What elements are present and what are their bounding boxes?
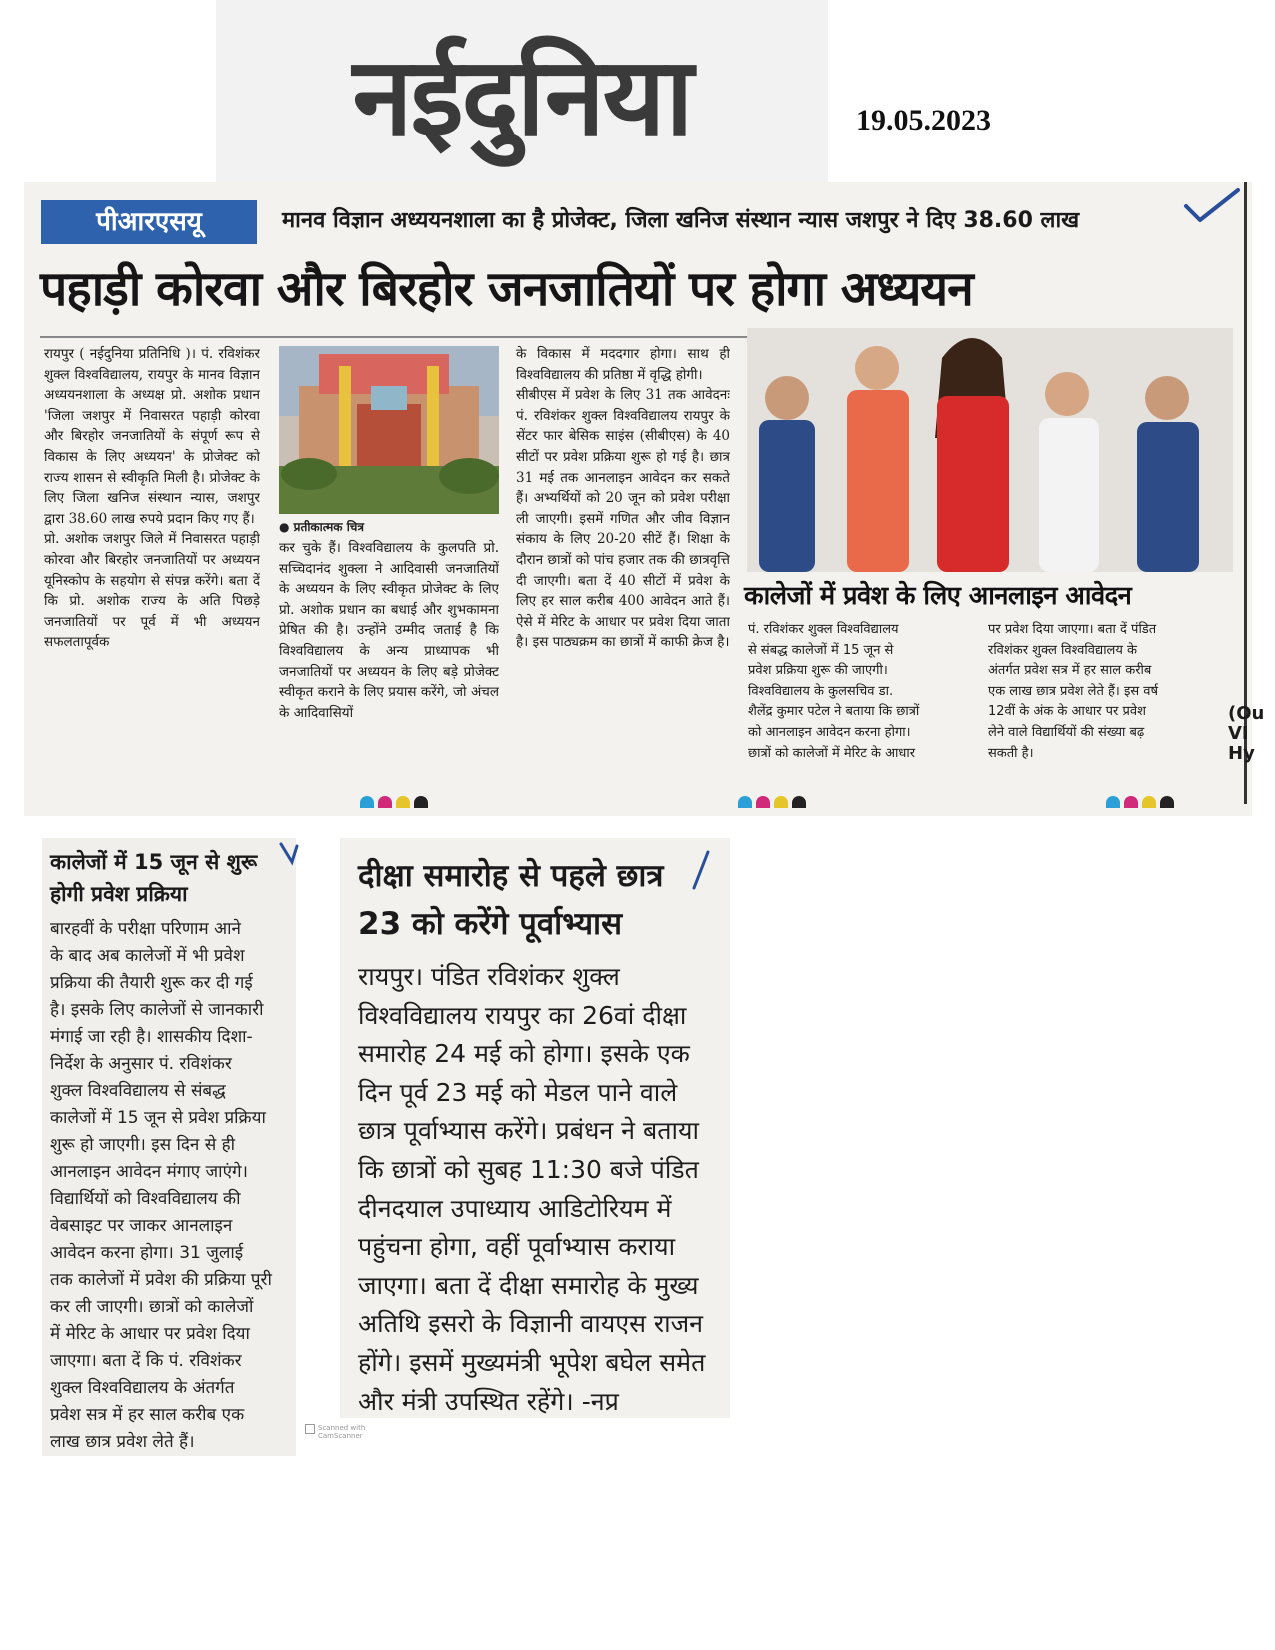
newspaper-logo: नईदुनिया: [352, 35, 692, 160]
online-column-1: पं. रविशंकर शुक्ल विश्वविद्यालय से संबद्ध कालेजों में 15 जून से प्रवेश प्रक्रिया शुरू की जाएगी। विश्वविद्यालय के कुलसचिव डा. शैलेंद्र कुमार पटेल ने बताया कि छात्रों को आनलाइन आवेदन करना होगा। छात्रों को कालेजों में मेरिट के आधार: [748, 622, 920, 761]
print-registration-dots: [738, 796, 828, 808]
masthead-banner: [216, 0, 828, 182]
publication-date: 19.05.2023: [856, 104, 991, 137]
checkmark-icon: [278, 840, 300, 868]
article-column-3: के विकास में मददगार होगा। साथ ही विश्वविद्यालय की प्रतिष्ठा में वृद्धि होगी। सीबीएस में प्रवेश के लिए 31 तक आवेदनः पं. रविशंकर शुक्ल विश्वविद्यालय रायपुर के सेंटर फार बेसिक साइंस (सीबीएस) के 40 सीटों पर प्रवेश प्रक्रिया शुरू हो गई है। छात्र 31 मई तक आनलाइन आवेदन कर सकते हैं। अभ्यर्थियों को 20 जून को प्रवेश परीक्षा ली जाएगी। इसमें गणित और जीव विज्ञान संकाय के लिए 20-20 सीटें हैं। शिक्षा के दौरान छात्रों को पांच हजार तक की छात्रवृत्ति दी जाएगी। बता दें 40 सीटों में प्रवेश के लिए हर साल करीब 400 आवेदन आते हैं। ऐसे में मेरिट के आधार पर प्रवेश दिया जाता है। इस पाठ्यक्रम का छात्रों में काफी क्रेज है।: [516, 346, 730, 651]
article-column-2: कर चुके हैं। विश्वविद्यालय के कुलपति प्रो. सच्चिदानंद शुक्ला ने आदिवासी जनजातियों के अध्ययन के लिए स्वीकृत प्रोजेक्ट के लिए प्रो. अशोक प्रधान का बधाई और शुभकामना प्रेषित की है। उन्होंने उम्मीद जताई है कि विश्वविद्यालय के अन्य प्राध्यापक भी जनजातियों पर अध्ययन के लिए बड़े प्रोजेक्ट स्वीकृत कराने के लिए प्रयास करेंगे, जो अंचल के आदिवासियों: [279, 540, 499, 721]
checkmark-icon: [1182, 186, 1242, 226]
convocation-body: रायपुर। पंडित रविशंकर शुक्ल विश्वविद्यालय रायपुर का 26वां दीक्षा समारोह 24 मई को होगा। इसके एक दिन पूर्व 23 मई को मेडल पाने वाले छात्र पूर्वाभ्यास करेंगे। प्रबंधन ने बताया कि छात्रों को सुबह 11:30 बजे पंडित दीनदयाल उपाध्याय आडिटोरियम में पहुंचना होगा, वहीं पूर्वाभ्यास कराया जाएगा। बता दें दीक्षा समारोह के मुख्य अतिथि इसरो के विज्ञानी वायएस राजन होंगे। इसमें मुख्यमंत्री भूपेश बघेल समेत और मंत्री उपस्थित रहेंगे। -नप्र: [358, 962, 706, 1416]
convocation-headline: दीक्षा समारोह से पहले छात्र 23 को करेंगे पूर्वाभ्यास: [358, 858, 664, 942]
cropped-edge-text: (Ou VI Hy: [1228, 703, 1265, 764]
scanner-watermark: Scanned with CamScanner: [318, 1424, 366, 1440]
students-photo: [747, 328, 1233, 572]
print-registration-dots: [360, 796, 450, 808]
online-column-2: पर प्रवेश दिया जाएगा। बता दें पंडित रविशंकर शुक्ल विश्वविद्यालय के अंतर्गत प्रवेश सत्र में हर साल करीब एक लाख छात्र प्रवेश लेते हैं। इस वर्ष 12वीं के अंक के आधार पर प्रवेश लेने वाले विद्यार्थियों की संख्या बढ़ सकती है।: [988, 622, 1159, 761]
university-building-photo: [279, 346, 499, 514]
article-kicker: मानव विज्ञान अध्ययनशाला का है प्रोजेक्ट, जिला खनिज संस्थान न्यास जशपुर ने दिए 38.60 लाख: [282, 208, 1080, 233]
print-registration-dots: [1106, 796, 1196, 808]
article-column-1: रायपुर ( नईदुनिया प्रतिनिधि )। पं. रविशंकर शुक्ल विश्वविद्यालय, रायपुर के मानव विज्ञान अध्ययनशाला के अध्यक्ष प्रो. अशोक प्रधान 'जिला जशपुर में निवासरत पहाड़ी कोरवा और बिरहोर जनजातियों के संपूर्ण रूप से विकास के लिए अध्ययन' के प्रोजेक्ट को राज्य शासन से स्वीकृति मिली है। प्रोजेक्ट के लिए जिला खनिज संस्थान न्यास, जशपुर द्वारा 38.60 लाख रुपये प्रदान किए गए हैं। प्रो. अशोक जशपुर जिले में निवासरत पहाड़ी कोरवा और बिरहोर जनजातियों पर अध्ययन यूनिस्कोप के सहयोग से संपन्न करेंगे। बता दें कि प्रो. अशोक राज्य के अति पिछड़े जनजातियों पर पूर्व में भी अध्ययन सफलतापूर्वक: [44, 346, 260, 651]
scanner-logo-icon: [305, 1424, 315, 1434]
article-headline: पहाड़ी कोरवा और बिरहोर जनजातियों पर होगा अध्ययन: [40, 261, 973, 317]
admission-headline: कालेजों में 15 जून से शुरू होगी प्रवेश प्रक्रिया: [50, 850, 258, 906]
section-tag: पीआरएसयू: [41, 200, 257, 244]
photo-caption: ● प्रतीकात्मक चित्र: [279, 520, 365, 534]
sub-headline: कालेजों में प्रवेश के लिए आनलाइन आवेदन: [744, 581, 1132, 611]
admission-body: बारहवीं के परीक्षा परिणाम आने के बाद अब कालेजों में भी प्रवेश प्रक्रिया की तैयारी शुरू कर दी गई है। इसके लिए कालेजों से जानकारी मंगाई जा रही है। शासकीय दिशा- निर्देश के अनुसार पं. रविशंकर शुक्ल विश्वविद्यालय से संबद्ध कालेजों में 15 जून से प्रवेश प्रक्रिया शुरू हो जाएगी। इस दिन से ही आनलाइन आवेदन मंगाए जाएंगे। विद्यार्थियों को विश्वविद्यालय की वेबसाइट पर जाकर आनलाइन आवेदन करना होगा। 31 जुलाई तक कालेजों में प्रवेश की प्रक्रिया पूरी कर ली जाएगी। छात्रों को कालेजों में मेरिट के आधार पर प्रवेश दिया जाएगा। बता दें कि पं. रविशंकर शुक्ल विश्वविद्यालय के अंतर्गत प्रवेश सत्र में हर साल करीब एक लाख छात्र प्रवेश लेते हैं।: [50, 919, 272, 1452]
checkmark-icon: [690, 848, 712, 892]
